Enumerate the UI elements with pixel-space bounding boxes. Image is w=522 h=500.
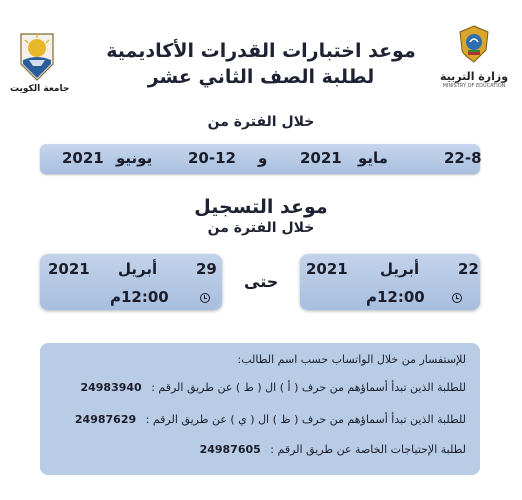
ku-logo-text: جامعة الكويت	[10, 84, 70, 94]
inquiry-info-box	[40, 343, 480, 475]
inquiry-line-1-text: للطلبة الذين تبدأ أسماؤهم من حرف ( أ ) ال ( ط ) عن طريق الرقم :	[151, 381, 466, 394]
registration-start-year: 2021	[306, 260, 348, 278]
university-crest-icon	[17, 30, 57, 82]
kuwait-university-logo	[10, 30, 70, 104]
exam-start-days: 22-8	[444, 149, 482, 167]
ministry-of-education-logo	[434, 24, 514, 106]
exam-start-year: 2021	[300, 149, 342, 167]
moe-logo-subtext: MINISTRY OF EDUCATION	[442, 83, 506, 89]
registration-connector: حتى	[244, 272, 279, 291]
page-title: موعد اختبارات القدرات الأكاديمية	[106, 40, 416, 62]
clock-icon	[200, 293, 210, 303]
inquiry-line-2-number: 24987629	[74, 413, 137, 426]
inquiry-line-2	[75, 413, 466, 426]
exam-end-year: 2021	[62, 149, 104, 167]
registration-start-time: 12:00م	[366, 288, 425, 306]
inquiry-line-2-text: للطلبة الذين تبدأ أسماؤهم من حرف ( ظ ) ال ( ي ) عن طريق الرقم :	[145, 413, 466, 426]
exam-end-days: 20-12	[188, 149, 236, 167]
ministry-emblem-icon	[456, 24, 492, 64]
moe-logo-text: وزارة التربية	[439, 70, 509, 83]
registration-end-year: 2021	[48, 260, 90, 278]
clock-icon	[452, 293, 462, 303]
registration-end-day: 29	[196, 260, 217, 278]
inquiry-line-1-number: 24983940	[80, 381, 142, 394]
exam-connector: و	[258, 149, 268, 167]
inquiry-line-3-number: 24987605	[199, 443, 261, 456]
registration-start-day: 22	[458, 260, 479, 278]
exam-start-month: مايو	[358, 149, 388, 167]
registration-end-month: أبريل	[118, 260, 158, 278]
inquiry-line-3-text: لطلبة الإحتياجات الخاصة عن طريق الرقم :	[270, 443, 466, 456]
registration-start-month: أبريل	[380, 260, 420, 278]
registration-title: موعد التسجيل	[194, 196, 328, 218]
inquiry-intro: للإستفسار من خلال الواتساب حسب اسم الطالب:	[237, 353, 466, 366]
page-subtitle: لطلبة الصف الثاني عشر	[147, 66, 375, 88]
exam-end-month: يونيو	[116, 149, 153, 167]
registration-end-time: 12:00م	[110, 288, 169, 306]
inquiry-line-1	[80, 381, 466, 394]
registration-period-label: خلال الفترة من	[207, 220, 315, 236]
exam-period-label: خلال الفترة من	[207, 114, 315, 130]
inquiry-line-3	[200, 443, 466, 456]
